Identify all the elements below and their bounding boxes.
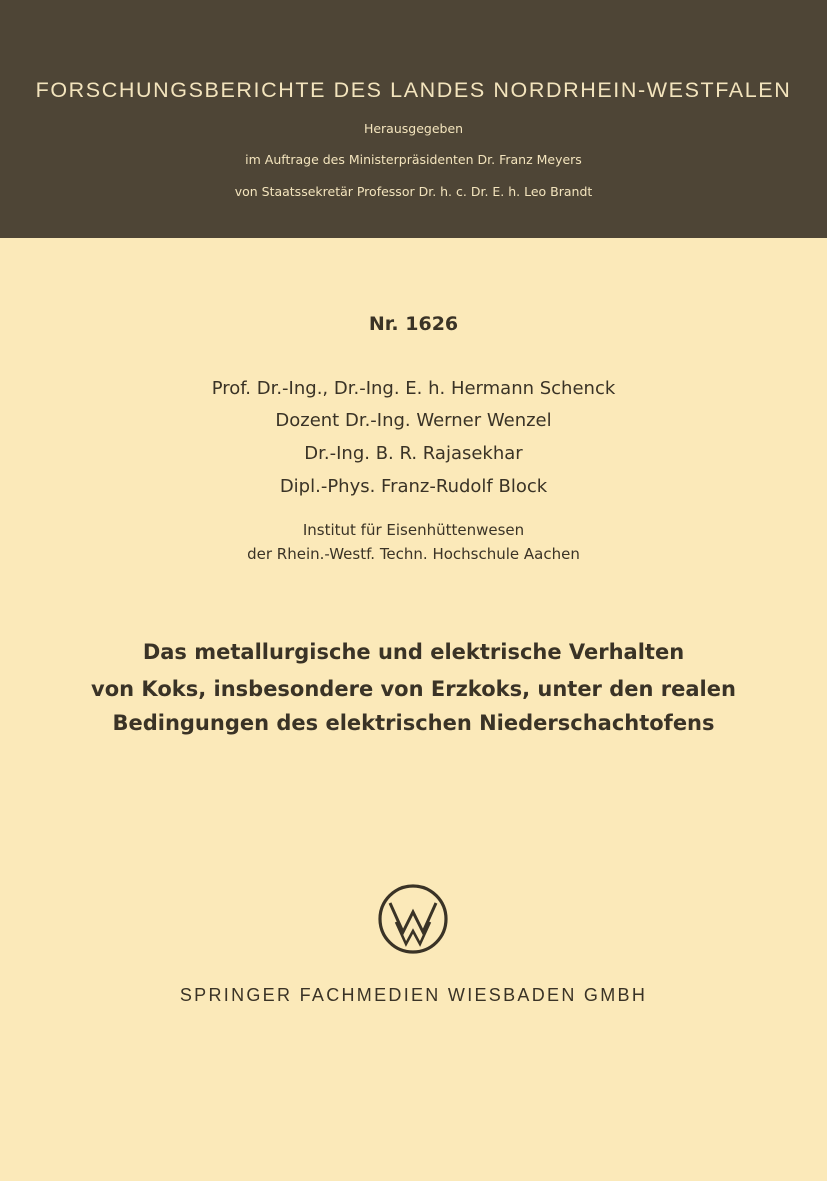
institute-line: Institut für Eisenhüttenwesen [302, 521, 525, 539]
springer-vw-logo-icon [376, 882, 450, 956]
book-title-line: Das metallurgische und elektrische Verhalten [142, 640, 685, 664]
institute-line: der Rhein.-Westf. Techn. Hochschule Aachen [247, 545, 580, 563]
author-line: Dr.-Ing. B. R. Rajasekhar [304, 443, 523, 464]
author-line: Dipl.-Phys. Franz-Rudolf Block [279, 476, 548, 497]
author-line: Prof. Dr.-Ing., Dr.-Ing. E. h. Hermann Schenck [211, 378, 616, 399]
book-title-line: von Koks, insbesondere von Erzkoks, unter den realen [91, 677, 736, 701]
author-line: Dozent Dr.-Ing. Werner Wenzel [275, 410, 552, 431]
editor-line-ministerpraesident: im Auftrage des Ministerpräsidenten Dr. Franz Meyers [245, 152, 582, 167]
editor-label: Herausgegeben [363, 121, 464, 136]
series-title: FORSCHUNGSBERICHTE DES LANDES NORDRHEIN-WESTFALEN [35, 78, 792, 102]
publisher-name: SPRINGER FACHMEDIEN WIESBADEN GMBH [179, 985, 648, 1005]
series-header-band [0, 0, 827, 238]
editor-line-staatssekretaer: von Staatssekretär Professor Dr. h. c. Dr. E. h. Leo Brandt [234, 184, 593, 199]
book-title-line: Bedingungen des elektrischen Niederschachtofens [112, 711, 715, 735]
volume-number: Nr. 1626 [368, 313, 459, 335]
